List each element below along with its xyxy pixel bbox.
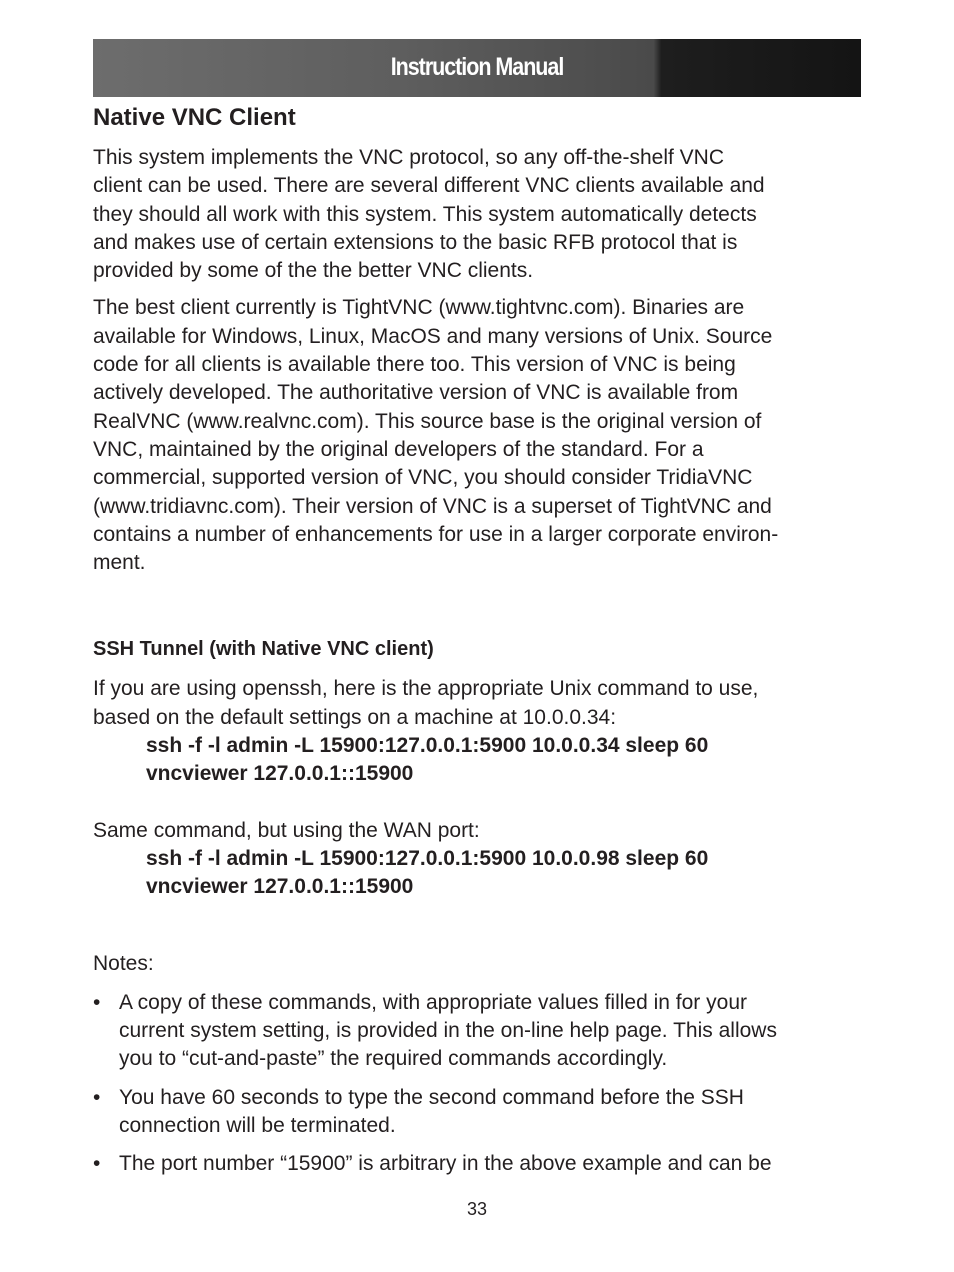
text-line: available for Windows, Linux, MacOS and many versions of Unix. Source (93, 324, 773, 348)
text-line: and makes use of certain extensions to the basic RFB protocol that is (93, 230, 738, 254)
text-line: based on the default settings on a machine at 10.0.0.34: (93, 705, 617, 729)
text-line: You have 60 seconds to type the second command before the SSH (119, 1085, 744, 1109)
text-line: This system implements the VNC protocol, so any off-the-shelf VNC (93, 146, 725, 169)
paragraph-wan-intro: Same command, but using the WAN port: (93, 818, 480, 842)
command-block-wan (146, 845, 868, 902)
text-line: provided by some of the the better VNC clients. (93, 259, 534, 283)
text-line: current system setting, is provided in the on-line help page. This allows (119, 1019, 777, 1043)
notes-list (93, 989, 868, 1179)
text-line: (www.tridiavnc.com). Their version of VNC is a superset of TightVNC and (93, 494, 772, 518)
command-line: ssh -f -l admin -L 15900:127.0.0.1:5900 10.0.0.98 sleep 60 (146, 846, 709, 870)
header-bar (93, 39, 861, 97)
command-block-lan (146, 732, 868, 789)
list-item (93, 1150, 868, 1178)
ssh-tunnel-title: SSH Tunnel (with Native VNC client) (93, 638, 434, 661)
bullet-icon: • (93, 990, 101, 1014)
text-line: VNC, maintained by the original developers of the standard. For a (93, 437, 704, 461)
text-line: commercial, supported version of VNC, you should consider TridiaVNC (93, 466, 753, 490)
text-line: The best client currently is TightVNC (www.tightvnc.com). Binaries are (93, 296, 745, 320)
paragraph-ssh-intro (93, 675, 868, 732)
command-line: ssh -f -l admin -L 15900:127.0.0.1:5900 10.0.0.34 sleep 60 (146, 734, 709, 758)
text-line: code for all clients is available there too. This version of VNC is being (93, 353, 736, 377)
text-line: RealVNC (www.realvnc.com). This source base is the original version of (93, 409, 762, 433)
notes-label: Notes: (93, 951, 154, 975)
text-line: you to “cut-and-paste” the required commands accordingly. (119, 1047, 668, 1071)
header-title: Instruction Manual (390, 53, 564, 81)
bullet-icon: • (93, 1152, 101, 1176)
text-line: The port number “15900” is arbitrary in the above example and can be (119, 1152, 772, 1176)
list-item (93, 989, 868, 1074)
list-item (93, 1084, 868, 1141)
paragraph-clients (93, 294, 868, 577)
text-line: connection will be terminated. (119, 1114, 396, 1138)
text-line: they should all work with this system. This system automatically detects (93, 202, 757, 226)
paragraph-intro (93, 144, 868, 285)
bullet-icon: • (93, 1085, 101, 1109)
text-line: A copy of these commands, with appropriate values filled in for your (119, 990, 747, 1014)
text-line: client can be used. There are several different VNC clients available and (93, 174, 765, 198)
section-title: Native VNC Client (93, 104, 296, 131)
page-content (93, 100, 868, 1189)
command-line: vncviewer 127.0.0.1::15900 (146, 875, 414, 899)
text-line: ment. (93, 551, 146, 575)
text-line: If you are using openssh, here is the appropriate Unix command to use, (93, 677, 759, 701)
text-line: contains a number of enhancements for use in a larger corporate environ- (93, 522, 779, 546)
text-line: actively developed. The authoritative version of VNC is available from (93, 381, 739, 405)
command-line: vncviewer 127.0.0.1::15900 (146, 762, 414, 786)
page-number: 33 (466, 1199, 488, 1219)
